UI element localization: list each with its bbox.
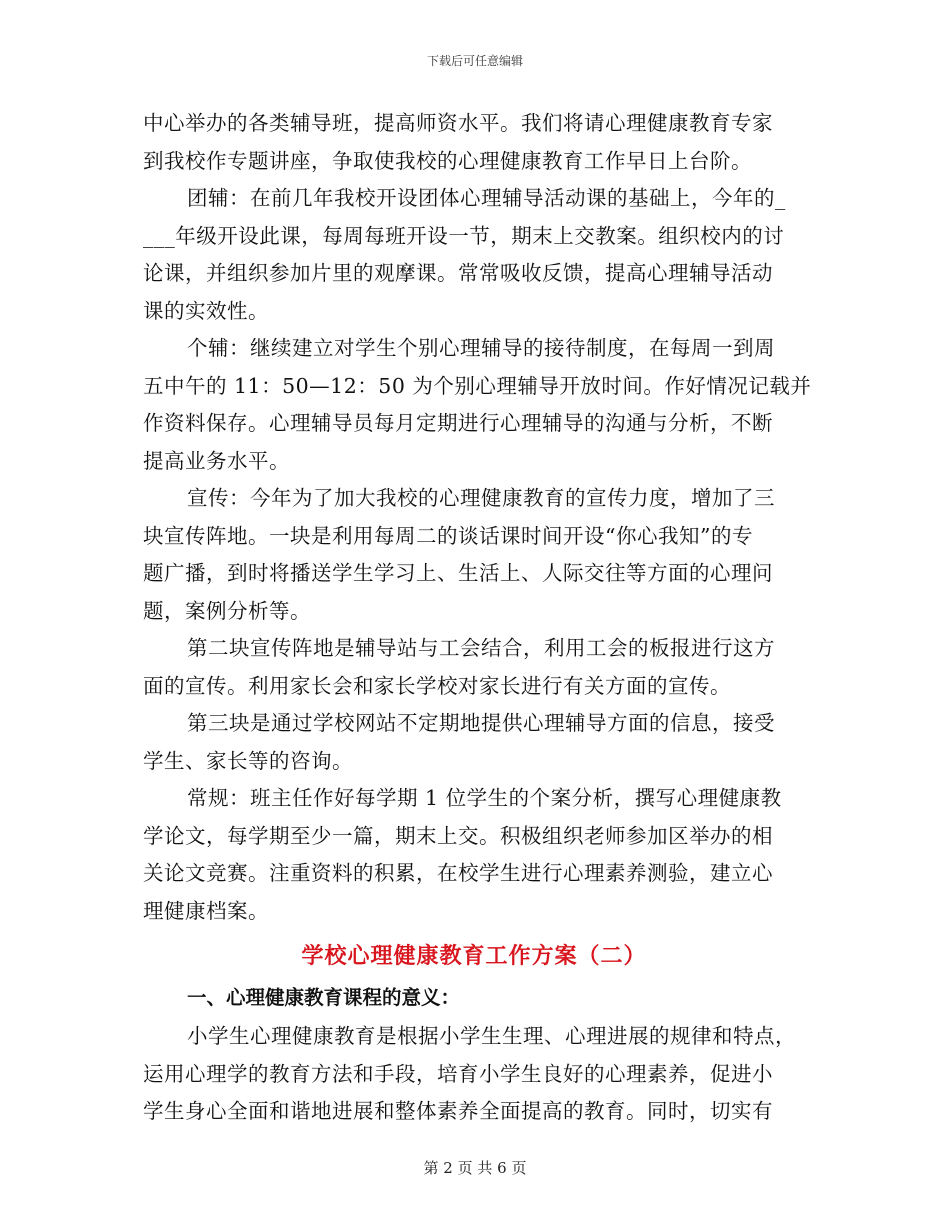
paragraph-routine: [143, 780, 805, 930]
paragraph-individual-counseling: [143, 330, 812, 480]
paragraph-line: 题，案例分析等。: [143, 598, 311, 623]
paragraph-second-channel: [143, 630, 805, 705]
paragraph-line: 第二块宣传阵地是辅导站与工会结合，利用工会的板报进行这方: [187, 636, 775, 660]
section-subheading: 一、心理健康教育课程的意义：: [187, 986, 461, 1009]
paragraph-line: 宣传：今年为了加大我校的心理健康教育的宣传力度，增加了三: [187, 486, 775, 510]
section-title: 学校心理健康教育工作方案（二）: [301, 944, 647, 969]
page-header-note: 下载后可任意编辑: [426, 54, 523, 68]
paragraph-line: 团辅：在前几年我校开设团体心理辅导活动课的基础上，今年的_: [187, 186, 786, 210]
paragraph-line: 中心举办的各类辅导班，提高师资水平。我们将请心理健康教育专家: [143, 111, 773, 135]
paragraph-line: 常规：班主任作好每学期 1 位学生的个案分析，撰写心理健康教: [187, 786, 782, 810]
paragraph-publicity: [143, 480, 805, 630]
paragraph-third-channel: [143, 705, 805, 780]
paragraph-line: 到我校作专题讲座，争取使我校的心理健康教育工作早日上台阶。: [143, 148, 752, 173]
page-number: 第 2 页 共 6 页: [423, 1159, 527, 1177]
paragraph-line: 运用心理学的教育方法和手段，培育小学生良好的心理素养，促进小: [143, 1061, 773, 1086]
paragraph-line: 关论文竞赛。注重资料的积累，在校学生进行心理素养测验，建立心: [143, 861, 773, 885]
paragraph-line: 学生身心全面和谐地进展和整体素养全面提高的教育。同时，切实有: [143, 1099, 773, 1123]
paragraph-line: 块宣传阵地。一块是利用每周二的谈话课时间开设“你心我知”的专: [143, 523, 753, 548]
paragraph-line: 小学生心理健康教育是根据小学生生理、心理进展的规律和特点，: [187, 1024, 796, 1048]
paragraph-line: 面的宣传。利用家长会和家长学校对家长进行有关方面的宣传。: [143, 673, 731, 698]
paragraph-line: 个辅：继续建立对学生个别心理辅导的接待制度，在每周一到周: [187, 336, 775, 360]
paragraph-line: ___年级开设此课，每周每班开设一节，期末上交教案。组织校内的讨: [143, 223, 785, 248]
paragraph-line: 第三块是通过学校网站不定期地提供心理辅导方面的信息，接受: [187, 711, 775, 735]
paragraph-line: 理健康档案。: [143, 898, 269, 923]
paragraph-course-meaning: [143, 1018, 805, 1131]
paragraph-line: 学生、家长等的咨询。: [143, 748, 353, 773]
paragraph-line: 论课，并组织参加片里的观摩课。常常吸收反馈，提高心理辅导活动: [143, 261, 773, 285]
paragraph-line: 题广播，到时将播送学生学习上、生活上、人际交往等方面的心理问: [143, 561, 773, 585]
paragraph-line: 提高业务水平。: [143, 448, 290, 473]
paragraph-line: 学论文，每学期至少一篇，期末上交。积极组织老师参加区举办的相: [143, 823, 773, 848]
paragraph-group-counseling: [143, 180, 805, 330]
paragraph-line: 课的实效性。: [143, 298, 269, 323]
document-body: [143, 105, 812, 1131]
paragraph-line: 五中午的 11：50—12：50 为个别心理辅导开放时间。作好情况记载并: [143, 373, 812, 398]
paragraph-training: [143, 105, 805, 180]
paragraph-line: 作资料保存。心理辅导员每月定期进行心理辅导的沟通与分析，不断: [143, 411, 773, 435]
